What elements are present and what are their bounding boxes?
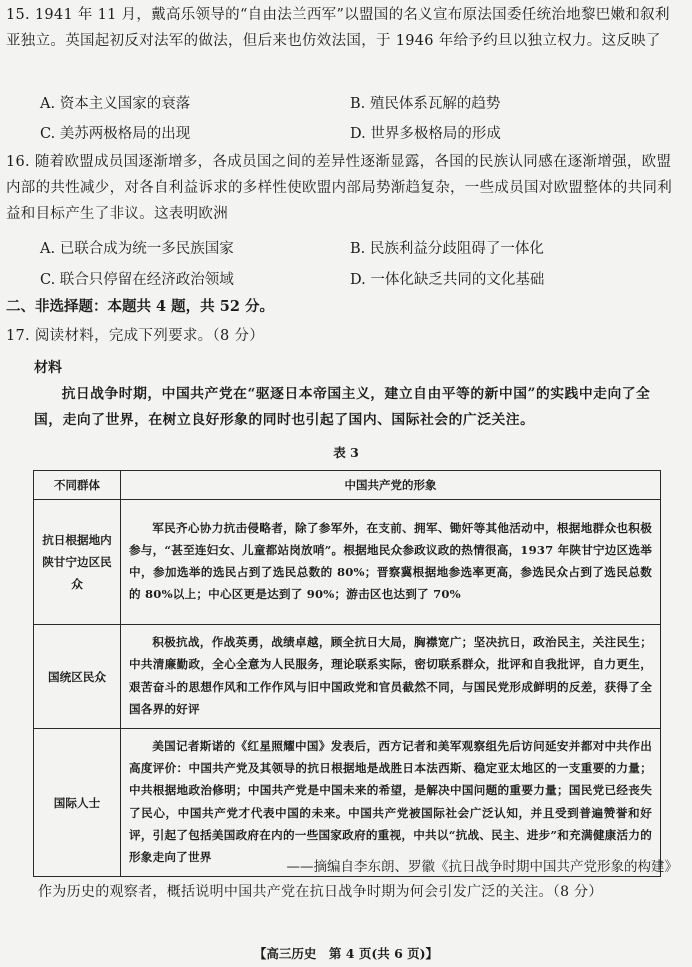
header-image: 中国共产党的形象 — [121, 471, 661, 500]
q16-option-a: A. 已联合成为统一多民族国家 — [40, 241, 234, 257]
row-text-cell: 积极抗战，作战英勇，战绩卓越，顾全抗日大局，胸襟宽广；坚决抗日，政治民主，关注民生；中共清廉勤政，全心全意为人民服务，理论联系实际，密切联系群众，批评和自我批评，自力更生，艰苦奋斗的思想作风和工作作风与旧中国政党和官员截然不同，与国民党形成鲜明的反差，获得了全国各界的好评 — [121, 625, 661, 729]
material-text: 抗日战争时期，中国共产党在“驱逐日本帝国主义，建立自由平等的新中国”的实践中走向了全国，走向了世界，在树立良好形象的同时也引起了国内、国际社会的广泛关注。 — [34, 386, 651, 428]
page-footer: 【高三历史 第 4 页(共 6 页)】 — [253, 946, 439, 961]
q15-option-a: A. 资本主义国家的衰落 — [40, 96, 191, 112]
row-group-cell: 抗日根据地内陕甘宁边区民众 — [34, 500, 121, 625]
q15-option-b: B. 殖民体系瓦解的趋势 — [350, 96, 501, 112]
row-text-cell: 军民齐心协力抗击侵略者，除了参军外，在支前、拥军、锄奸等其他活动中，根据地群众也积极参与，“甚至连妇女、儿童都站岗放哨”。根据地民众参政议政的热情很高，1937 年陕甘宁边区选举中，参加选举的选民占到了选民总数的 80%；晋察冀根据地参选率更高，参选民众占到了选民总数的 80%以上；中心区更是达到了 90%；游击区也达到了 70% — [121, 500, 661, 625]
table-row — [34, 625, 661, 729]
question-16-stem: 16. 随着欧盟成员国逐渐增多，各成员国之间的差异性逐渐显露，各国的民族认同感在逐渐增强，欧盟内部的共性减少，对各自利益诉求的多样性使欧盟内部局势渐趋复杂，一些成员国对欧盟整体的共同利益和目标产生了非议。这表明欧洲 — [6, 154, 672, 222]
table-header-row — [34, 471, 661, 500]
material-source: ——摘编自李东朗、罗徽《抗日战争时期中国共产党形象的构建》 — [286, 859, 678, 875]
table-row — [34, 500, 661, 625]
row-group-cell: 国际人士 — [34, 729, 121, 877]
image-table — [33, 470, 661, 877]
question-17-stem: 17. 阅读材料，完成下列要求。（8 分） — [6, 328, 265, 344]
material-label: 材料 — [34, 360, 62, 376]
q16-option-b: B. 民族利益分歧阻碍了一体化 — [350, 241, 544, 257]
row-group-cell: 国统区民众 — [34, 625, 121, 729]
q16-option-d: D. 一体化缺乏共同的文化基础 — [350, 272, 545, 288]
question-15-stem: 15. 1941 年 11 月，戴高乐领导的“自由法兰西军”以盟国的名义宣布原法国委任统治地黎巴嫩和叙利亚独立。英国起初反对法军的做法，但后来也仿效法国，于 1946 年给予约旦以独立权力。这反映了 — [6, 7, 670, 49]
row-text-cell: 美国记者斯诺的《红星照耀中国》发表后，西方记者和美军观察组先后访问延安并都对中共作出高度评价：中国共产党及其领导的抗日根据地是战胜日本法西斯、稳定亚太地区的一支重要的力量；中共根据地政治修明；中国共产党是中国未来的希望，是解决中国问题的重要力量；国民党已经丧失了民心，中国共产党才代表中国的未来。中国共产党被国际社会广泛认知，并且受到普遍赞誉和好评，引起了包括美国政府在内的一些国家政府的重视，中共以“抗战、民主、进步”和充满健康活力的形象走向了世界 — [121, 729, 661, 877]
header-group: 不同群体 — [34, 471, 121, 500]
question-17-prompt: 作为历史的观察者，概括说明中国共产党在抗日战争时期为何会引发广泛的关注。（8 分） — [38, 884, 603, 900]
q16-option-c: C. 联合只停留在经济政治领域 — [40, 272, 234, 288]
q15-option-d: D. 世界多极格局的形成 — [350, 126, 501, 142]
section-2-heading: 二、非选择题：本题共 4 题，共 52 分。 — [6, 298, 274, 315]
q15-option-c: C. 美苏两极格局的出现 — [40, 126, 191, 142]
table-caption: 表 3 — [333, 445, 359, 460]
